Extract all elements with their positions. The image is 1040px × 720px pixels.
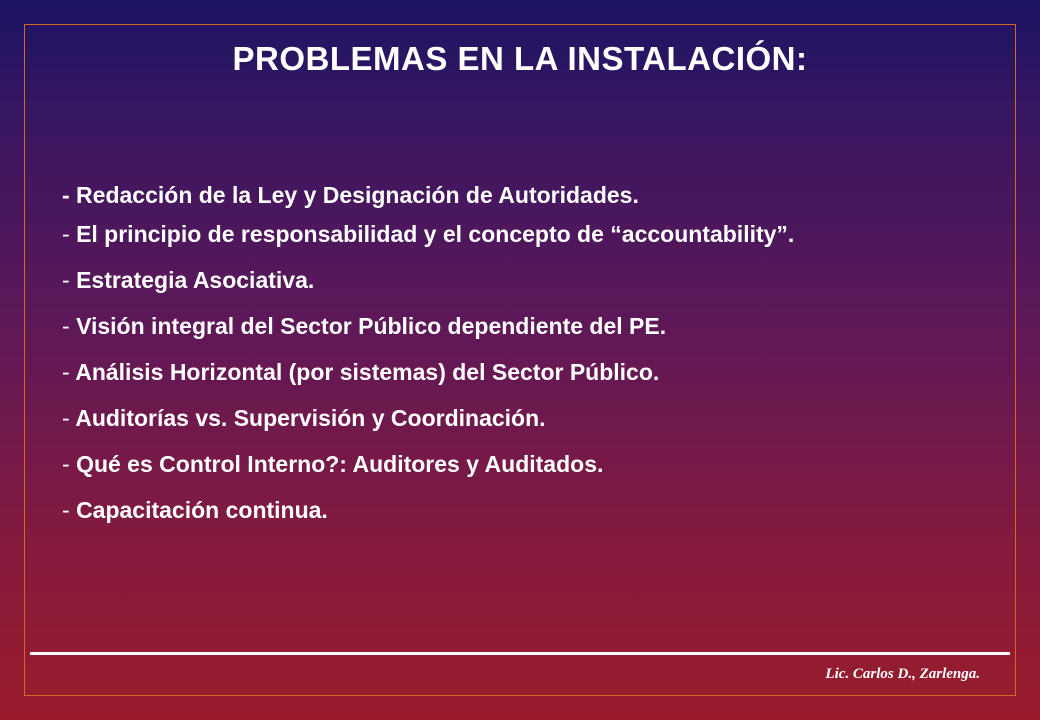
bullet-text: Auditorías vs. Supervisión y Coordinación. [75, 405, 546, 431]
bullet-marker: - [62, 267, 70, 293]
list-item [62, 495, 962, 526]
bullet-marker: - [62, 451, 70, 477]
footer-author: Lic. Carlos D., Zarlenga. [825, 666, 980, 682]
bullet-marker: - [62, 313, 70, 339]
footer-divider [30, 652, 1010, 655]
bullet-marker: - [62, 359, 70, 385]
bullet-text: - Redacción de la Ley y Designación de Autoridades. [62, 182, 639, 208]
list-item [62, 219, 962, 250]
bullet-marker: - [62, 221, 70, 247]
list-item [62, 180, 962, 211]
list-item [62, 403, 962, 434]
bullet-text: El principio de responsabilidad y el concepto de “accountability”. [76, 221, 795, 247]
bullet-list [62, 180, 962, 541]
bullet-text: Capacitación continua. [76, 497, 328, 523]
bullet-text: Análisis Horizontal (por sistemas) del Sector Público. [75, 359, 660, 385]
list-item [62, 265, 962, 296]
bullet-text: Visión integral del Sector Público dependiente del PE. [76, 313, 667, 339]
list-item [62, 449, 962, 480]
list-item [62, 357, 962, 388]
bullet-marker: - [62, 405, 70, 431]
bullet-text: Qué es Control Interno?: Auditores y Auditados. [76, 451, 604, 477]
bullet-marker: - [62, 497, 70, 523]
list-item [62, 311, 962, 342]
bullet-text: Estrategia Asociativa. [76, 267, 315, 293]
slide-title: PROBLEMAS EN LA INSTALACIÓN: [232, 40, 808, 77]
